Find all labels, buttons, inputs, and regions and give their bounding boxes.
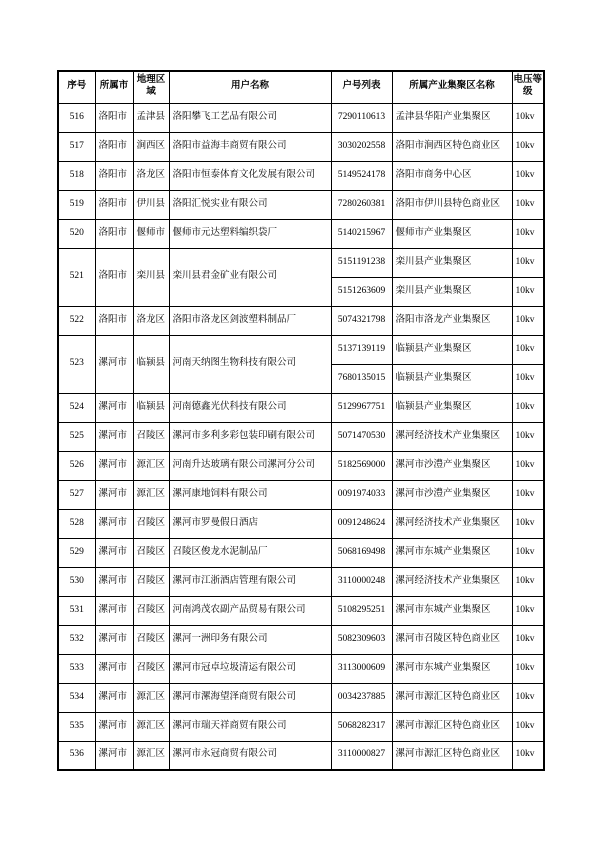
cell-region: 临颍县 <box>133 393 169 422</box>
cell-region: 源汇区 <box>133 451 169 480</box>
cell-user-name: 漯河市江浙酒店管理有限公司 <box>169 567 331 596</box>
cell-cluster-name: 漯河市源汇区特色商业区 <box>392 683 512 712</box>
table-row <box>58 567 544 596</box>
header-row <box>58 71 544 103</box>
table-row <box>58 161 544 190</box>
cell-cluster-name: 洛阳市洛龙产业集聚区 <box>392 306 512 335</box>
cell-account-number: 5068282317 <box>331 712 392 741</box>
cell-cluster-name: 漯河经济技术产业集聚区 <box>392 422 512 451</box>
cell-account-number: 3110000827 <box>331 741 392 770</box>
cell-city: 漯河市 <box>95 335 133 393</box>
cell-region: 临颍县 <box>133 335 169 393</box>
cell-cluster-name: 栾川县产业集聚区 <box>392 277 512 306</box>
cell-account-number: 3030202558 <box>331 132 392 161</box>
cell-region: 召陵区 <box>133 567 169 596</box>
cell-city: 漯河市 <box>95 567 133 596</box>
cell-region: 召陵区 <box>133 509 169 538</box>
cell-voltage-level: 10kv <box>512 364 544 393</box>
cell-cluster-name: 孟津县华阳产业集聚区 <box>392 103 512 132</box>
cell-city: 漯河市 <box>95 422 133 451</box>
cell-region: 源汇区 <box>133 712 169 741</box>
cell-user-name: 洛阳汇悦实业有限公司 <box>169 190 331 219</box>
cell-voltage-level: 10kv <box>512 132 544 161</box>
cell-serial-number: 529 <box>58 538 95 567</box>
cell-user-name: 洛阳市益海丰商贸有限公司 <box>169 132 331 161</box>
cell-voltage-level: 10kv <box>512 306 544 335</box>
cell-city: 洛阳市 <box>95 219 133 248</box>
cell-account-number: 7290110613 <box>331 103 392 132</box>
cell-account-number: 0091248624 <box>331 509 392 538</box>
cell-serial-number: 518 <box>58 161 95 190</box>
cell-serial-number: 524 <box>58 393 95 422</box>
cell-cluster-name: 漯河市东城产业集聚区 <box>392 538 512 567</box>
cell-voltage-level: 10kv <box>512 451 544 480</box>
cell-user-name: 漯河市罗曼假日酒店 <box>169 509 331 538</box>
cell-account-number: 5149524178 <box>331 161 392 190</box>
cell-serial-number: 528 <box>58 509 95 538</box>
cell-cluster-name: 漯河市源汇区特色商业区 <box>392 712 512 741</box>
cell-voltage-level: 10kv <box>512 567 544 596</box>
cell-account-number: 5108295251 <box>331 596 392 625</box>
cell-serial-number: 526 <box>58 451 95 480</box>
cell-user-name: 河南升达玻璃有限公司漯河分公司 <box>169 451 331 480</box>
table-row <box>58 219 544 248</box>
table-row <box>58 132 544 161</box>
cell-user-name: 洛阳攀飞工艺品有限公司 <box>169 103 331 132</box>
cell-account-number: 5182569000 <box>331 451 392 480</box>
cell-user-name: 漯河市冠卓垃圾清运有限公司 <box>169 654 331 683</box>
cell-serial-number: 536 <box>58 741 95 770</box>
cell-cluster-name: 洛阳市伊川县特色商业区 <box>392 190 512 219</box>
cell-city: 漯河市 <box>95 596 133 625</box>
cell-serial-number: 530 <box>58 567 95 596</box>
user-list-table <box>57 70 545 771</box>
cell-region: 召陵区 <box>133 538 169 567</box>
cell-city: 洛阳市 <box>95 132 133 161</box>
cell-user-name: 漯河一洲印务有限公司 <box>169 625 331 654</box>
cell-account-number: 5151263609 <box>331 277 392 306</box>
cell-user-name: 漯河市瑞天祥商贸有限公司 <box>169 712 331 741</box>
cell-voltage-level: 10kv <box>512 161 544 190</box>
column-header-user: 用户名称 <box>169 71 331 103</box>
table-row <box>58 451 544 480</box>
cell-user-name: 河南天纳图生物科技有限公司 <box>169 335 331 393</box>
cell-account-number: 5068169498 <box>331 538 392 567</box>
cell-voltage-level: 10kv <box>512 248 544 277</box>
cell-city: 漯河市 <box>95 538 133 567</box>
table-row <box>58 683 544 712</box>
cell-region: 洛龙区 <box>133 161 169 190</box>
cell-cluster-name: 漯河市东城产业集聚区 <box>392 654 512 683</box>
cell-serial-number: 535 <box>58 712 95 741</box>
cell-region: 召陵区 <box>133 422 169 451</box>
table-row <box>58 596 544 625</box>
cell-cluster-name: 偃师市产业集聚区 <box>392 219 512 248</box>
table-row <box>58 422 544 451</box>
table-row <box>58 480 544 509</box>
cell-serial-number: 523 <box>58 335 95 393</box>
cell-account-number: 3113000609 <box>331 654 392 683</box>
cell-region: 偃师市 <box>133 219 169 248</box>
table-row <box>58 741 544 770</box>
cell-user-name: 栾川县君金矿业有限公司 <box>169 248 331 306</box>
cell-serial-number: 534 <box>58 683 95 712</box>
cell-region: 源汇区 <box>133 480 169 509</box>
cell-city: 漯河市 <box>95 712 133 741</box>
cell-city: 漯河市 <box>95 741 133 770</box>
cell-cluster-name: 漯河市沙澧产业集聚区 <box>392 480 512 509</box>
cell-serial-number: 532 <box>58 625 95 654</box>
cell-region: 源汇区 <box>133 683 169 712</box>
cell-cluster-name: 洛阳市涧西区特色商业区 <box>392 132 512 161</box>
cell-account-number: 3110000248 <box>331 567 392 596</box>
cell-cluster-name: 漯河市东城产业集聚区 <box>392 596 512 625</box>
column-header-city: 所属市 <box>95 71 133 103</box>
cell-account-number: 0091974033 <box>331 480 392 509</box>
table-row <box>58 393 544 422</box>
cell-cluster-name: 漯河市召陵区特色商业区 <box>392 625 512 654</box>
cell-account-number: 5129967751 <box>331 393 392 422</box>
table-row <box>58 306 544 335</box>
cell-voltage-level: 10kv <box>512 103 544 132</box>
column-header-region: 地理区域 <box>133 71 169 103</box>
cell-account-number: 0034237885 <box>331 683 392 712</box>
cell-cluster-name: 临颍县产业集聚区 <box>392 335 512 364</box>
cell-cluster-name: 漯河市源汇区特色商业区 <box>392 741 512 770</box>
cell-account-number: 5074321798 <box>331 306 392 335</box>
table-row <box>58 538 544 567</box>
cell-serial-number: 533 <box>58 654 95 683</box>
cell-city: 洛阳市 <box>95 103 133 132</box>
cell-voltage-level: 10kv <box>512 509 544 538</box>
cell-voltage-level: 10kv <box>512 277 544 306</box>
cell-account-number: 5071470530 <box>331 422 392 451</box>
cell-account-number: 7680135015 <box>331 364 392 393</box>
cell-serial-number: 520 <box>58 219 95 248</box>
cell-region: 孟津县 <box>133 103 169 132</box>
cell-serial-number: 522 <box>58 306 95 335</box>
cell-serial-number: 527 <box>58 480 95 509</box>
cell-cluster-name: 洛阳市商务中心区 <box>392 161 512 190</box>
cell-voltage-level: 10kv <box>512 335 544 364</box>
column-header-voltage: 电压等级 <box>512 71 544 103</box>
cell-user-name: 河南鸿茂农副产品贸易有限公司 <box>169 596 331 625</box>
table-row <box>58 335 544 364</box>
table-row <box>58 248 544 277</box>
cell-voltage-level: 10kv <box>512 422 544 451</box>
cell-voltage-level: 10kv <box>512 712 544 741</box>
cell-account-number: 5151191238 <box>331 248 392 277</box>
cell-city: 洛阳市 <box>95 161 133 190</box>
cell-city: 漯河市 <box>95 683 133 712</box>
cell-cluster-name: 临颍县产业集聚区 <box>392 393 512 422</box>
cell-voltage-level: 10kv <box>512 480 544 509</box>
cell-region: 召陵区 <box>133 596 169 625</box>
cell-voltage-level: 10kv <box>512 683 544 712</box>
cell-account-number: 5140215967 <box>331 219 392 248</box>
cell-region: 伊川县 <box>133 190 169 219</box>
cell-user-name: 漯河康地饲料有限公司 <box>169 480 331 509</box>
cell-city: 漯河市 <box>95 654 133 683</box>
cell-city: 洛阳市 <box>95 306 133 335</box>
cell-account-number: 5137139119 <box>331 335 392 364</box>
cell-voltage-level: 10kv <box>512 654 544 683</box>
cell-serial-number: 521 <box>58 248 95 306</box>
cell-user-name: 漯河市永冠商贸有限公司 <box>169 741 331 770</box>
cell-serial-number: 525 <box>58 422 95 451</box>
cell-user-name: 召陵区俊龙水泥制品厂 <box>169 538 331 567</box>
cell-serial-number: 519 <box>58 190 95 219</box>
cell-cluster-name: 漯河市沙澧产业集聚区 <box>392 451 512 480</box>
cell-voltage-level: 10kv <box>512 219 544 248</box>
cell-city: 漯河市 <box>95 625 133 654</box>
cell-city: 漯河市 <box>95 480 133 509</box>
cell-cluster-name: 栾川县产业集聚区 <box>392 248 512 277</box>
cell-cluster-name: 临颍县产业集聚区 <box>392 364 512 393</box>
table-row <box>58 103 544 132</box>
cell-cluster-name: 漯河经济技术产业集聚区 <box>392 509 512 538</box>
table-row <box>58 509 544 538</box>
table-row <box>58 625 544 654</box>
cell-serial-number: 531 <box>58 596 95 625</box>
cell-city: 洛阳市 <box>95 190 133 219</box>
table-row <box>58 712 544 741</box>
column-header-serial: 序号 <box>58 71 95 103</box>
cell-serial-number: 516 <box>58 103 95 132</box>
table-row <box>58 190 544 219</box>
cell-voltage-level: 10kv <box>512 596 544 625</box>
cell-voltage-level: 10kv <box>512 625 544 654</box>
cell-user-name: 漯河市多利多彩包装印刷有限公司 <box>169 422 331 451</box>
cell-account-number: 5082309603 <box>331 625 392 654</box>
cell-user-name: 洛阳市恒泰体育文化发展有限公司 <box>169 161 331 190</box>
cell-cluster-name: 漯河经济技术产业集聚区 <box>392 567 512 596</box>
cell-region: 召陵区 <box>133 654 169 683</box>
table-row <box>58 654 544 683</box>
cell-city: 漯河市 <box>95 451 133 480</box>
cell-user-name: 河南德鑫光伏科技有限公司 <box>169 393 331 422</box>
column-header-cluster: 所属产业集聚区名称 <box>392 71 512 103</box>
cell-serial-number: 517 <box>58 132 95 161</box>
cell-voltage-level: 10kv <box>512 538 544 567</box>
cell-city: 洛阳市 <box>95 248 133 306</box>
cell-region: 洛龙区 <box>133 306 169 335</box>
cell-user-name: 漯河市漯海望泽商贸有限公司 <box>169 683 331 712</box>
cell-voltage-level: 10kv <box>512 190 544 219</box>
cell-region: 涧西区 <box>133 132 169 161</box>
cell-voltage-level: 10kv <box>512 741 544 770</box>
cell-region: 栾川县 <box>133 248 169 306</box>
cell-account-number: 7280260381 <box>331 190 392 219</box>
cell-voltage-level: 10kv <box>512 393 544 422</box>
cell-city: 漯河市 <box>95 393 133 422</box>
cell-region: 召陵区 <box>133 625 169 654</box>
column-header-account: 户号列表 <box>331 71 392 103</box>
cell-user-name: 偃师市元达塑料编织袋厂 <box>169 219 331 248</box>
cell-user-name: 洛阳市洛龙区剑波塑料制品厂 <box>169 306 331 335</box>
cell-city: 漯河市 <box>95 509 133 538</box>
cell-region: 源汇区 <box>133 741 169 770</box>
